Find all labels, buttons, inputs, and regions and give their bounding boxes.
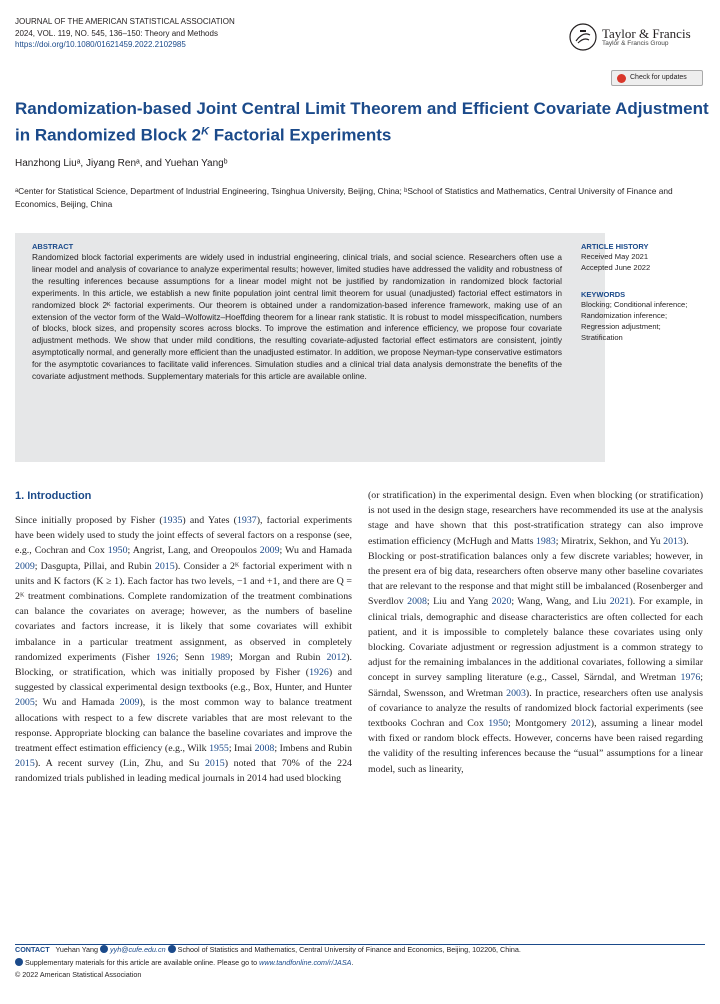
text-run: ; Angrist, Lang, and Oreopoulos	[127, 545, 260, 557]
contact-line	[15, 944, 705, 957]
text-run: ; Morgan and Rubin	[230, 651, 327, 663]
title-superscript: K	[201, 125, 210, 137]
citation-link[interactable]: 2009	[15, 560, 35, 572]
text-run: ; Wu and Hamada	[279, 545, 353, 557]
citation-link[interactable]: 2015	[15, 758, 35, 770]
title-text: Randomization-based Joint Central Limit Theorem and Efficient Covariate Adjustment in Randomized Block 2	[15, 99, 709, 145]
text-run: Blocking or post-stratification balances only a few discrete variables; however, in the present era of big data, researchers often observe many other baseline covariates that are relevant to the response and that might still be imbalanced (Rosenberger and Sverdlov	[368, 550, 703, 608]
text-run: ; Dasgupta, Pillai, and Rubin	[34, 560, 155, 572]
citation-link[interactable]: 2013	[663, 535, 683, 547]
keywords	[581, 290, 691, 343]
text-run: ; Wang, Wang, and Liu	[511, 596, 610, 608]
keywords-heading: KEYWORDS	[581, 290, 626, 299]
taylor-francis-icon	[568, 22, 598, 52]
supplementary-line	[15, 957, 705, 970]
citation-link[interactable]: 2009	[119, 697, 140, 709]
accepted-date: Accepted June 2022	[581, 263, 651, 272]
article-history	[581, 242, 691, 273]
citation-link[interactable]: 2012	[326, 651, 347, 663]
text-run: ; Montgomery	[507, 718, 572, 730]
text-run: ; Särndal, Swensson, and Wretman	[368, 672, 703, 699]
citation-link[interactable]: 1926	[309, 667, 329, 679]
history-heading: ARTICLE HISTORY	[581, 242, 649, 251]
text-run: ; Imbens and Rubin	[274, 743, 353, 755]
article-title	[15, 98, 710, 147]
supplementary-icon	[15, 958, 23, 966]
copyright: © 2022 American Statistical Association	[15, 970, 142, 979]
citation-link[interactable]: 2021	[609, 596, 630, 608]
received-date: Received May 2021	[581, 252, 649, 261]
keywords-text: Blocking; Conditional inference; Randomization inference; Regression adjustment; Stratification	[581, 300, 688, 342]
text-run: ), factorial experiments have been widely used to study the joint effects of several factors on a response (see, e.g., Cochran and Cox	[15, 515, 352, 557]
citation-link[interactable]: 2008	[254, 743, 275, 755]
journal-name: JOURNAL OF THE AMERICAN STATISTICAL ASSOCIATION	[15, 17, 235, 26]
citation-link[interactable]: 2012	[571, 718, 591, 730]
body-column-left	[15, 513, 352, 787]
citation-link[interactable]: 2015	[204, 758, 225, 770]
check-updates-button[interactable]	[611, 70, 703, 86]
text-run: ).	[682, 535, 689, 547]
text-run: ; Wu and Hamada	[34, 697, 120, 709]
text-run: ; Imai	[228, 743, 255, 755]
publisher-group: Taylor & Francis Group	[602, 40, 669, 47]
email-icon	[100, 945, 108, 953]
text-run: ; Senn	[175, 651, 211, 663]
text-run: ), assuming a linear model with fixed or random block effects. However, concerns have been raised regarding the validity of the resulting inferences because the “usual” assumptions for a linear model, such as linearity,	[368, 718, 704, 775]
text-run: Since initially proposed by Fisher (	[15, 515, 163, 526]
citation-link[interactable]: 1955	[209, 743, 229, 755]
text-run: ). In practice, researchers often use analysis of covariance to analyze the results of randomized block factorial experiments (see textbooks Cochran and Cox	[368, 687, 703, 730]
address-icon	[168, 945, 176, 953]
text-run: ) and suggested by classical experimental design textbooks (e.g., Box, Hunter, and Hunter	[15, 667, 353, 694]
text-run: ). For example, in clinical trials, demographic and disease characteristics are often collected for each patient, and it is impossible to completely balance these covariates using only blocking. Covariate adjustment or regression adjustment is a common strategy to adjust for the remaining imbalances in the additional covariates, following a similar concept in survey sampling literature (e.g., Cassel, Särndal, and Wretman	[368, 596, 703, 684]
contact-label: CONTACT	[15, 945, 50, 954]
supp-link[interactable]: www.tandfonline.com/r/JASA	[259, 957, 352, 967]
section-heading: 1. Introduction	[15, 490, 92, 502]
paragraph	[368, 549, 703, 777]
paragraph	[15, 513, 352, 787]
citation-link[interactable]: 1926	[155, 651, 176, 663]
check-updates-label: Check for updates	[630, 74, 687, 81]
supp-text: Supplementary materials for this article are available online. Please go to	[25, 957, 260, 967]
text-run: (or stratification) in the experimental design. Even when blocking (or stratification) is not used in the design stage, researchers have recommended its use at the analysis stage and have shown that this post-stratification strategy can also improve estimation efficiency (McHugh and Matts	[368, 490, 703, 547]
text-run: ) noted that 70% of the 224 randomized trials published in leading medical journals in 2014 had used blocking	[15, 758, 352, 785]
citation-link[interactable]: 2009	[259, 545, 280, 557]
citation-link[interactable]: 2020	[491, 596, 512, 608]
supp-end: .	[351, 957, 354, 967]
citation-link[interactable]: 2003	[506, 687, 526, 699]
citation-link[interactable]: 1950	[488, 718, 508, 730]
citation-link[interactable]: 1935	[162, 515, 183, 526]
text-run: ). Blocking, or stratification, which was initially proposed by Fisher (	[15, 651, 352, 679]
affiliations: ᵃCenter for Statistical Science, Department of Industrial Engineering, Tsinghua University, Beijing, China; ᵇSchool of Statistics and Mathematics, Central University of Finance and Economics, Beijing, China	[15, 186, 673, 209]
title-end: Factorial Experiments	[209, 125, 392, 145]
citation-link[interactable]: 2015	[154, 560, 175, 572]
text-run: ; Liu and Yang	[426, 596, 492, 608]
citation-link[interactable]: 2008	[407, 596, 427, 608]
contact-name: Yuehan Yang	[55, 945, 98, 954]
citation-link[interactable]: 1950	[107, 545, 128, 557]
citation-link[interactable]: 1937	[236, 515, 257, 526]
body-column-right	[368, 488, 703, 777]
journal-header	[15, 16, 235, 51]
abstract-text: Randomized block factorial experiments are widely used in industrial engineering, clinical trials, and social science. Researchers often use a linear model and analysis of covariance to analyze experimental results; however, limited studies have addressed the validity and robustness of the resulting inferences because assumptions for a linear model might not be justified by randomization in randomized block factorial experiments. In this article, we establish a new finite population joint central limit theorem for usual (unadjusted) factorial effect estimators in randomized block 2ᴷ factorial experiments. Our theorem is obtained under a randomization-based inference framework, making use of an extension of the vector form of the Wald–Wolfowitz–Hoeffding theorem for a linear rank statistic. It is robust to model misspecification, numbers of blocks, block sizes, and propensity scores across blocks. To improve the estimation and inference efficiency, we propose four covariate adjustment methods. We show that under mild conditions, the resulting covariate-adjusted factorial effect estimators are consistent, jointly asymptotically normal, and generally more efficient than the unadjusted estimator. In addition, we propose Neyman-type conservative estimators for the asymptotic covariances to facilitate valid inferences. Simulation studies and a clinical trial data analysis demonstrate the benefits of the covariate adjustment methods. Supplementary materials for this article are available online.	[32, 252, 562, 382]
publisher-name: Taylor & Francis	[602, 26, 691, 41]
footer	[15, 944, 705, 982]
abstract-heading: ABSTRACT	[32, 242, 74, 251]
contact-address: School of Statistics and Mathematics, Central University of Finance and Economics, Beijing, 102206, China.	[177, 945, 521, 954]
text-run: ). A recent survey (Lin, Zhu, and Su	[34, 758, 205, 770]
paragraph	[368, 488, 703, 549]
text-run: ; Miratrix, Sekhon, and Yu	[555, 535, 664, 547]
citation-link[interactable]: 1983	[535, 535, 556, 547]
text-run: ) and Yates (	[182, 515, 237, 526]
publisher-logo	[568, 22, 691, 52]
text-run: ). Consider a 2ᴷ factorial experiment with n units and K factors (K ≥ 1). Each factor has two levels, −1 and +1, and there are Q = 2ᴷ treatment combinations. Complete randomization of the treatment combinations can balance the covariates on average; however, as the numbers of baseline covariates and factors increase, it is likely that some covariates will exhibit imbalance in a particular treatment assignment, as observed in completely randomized experiments (Fisher	[15, 560, 352, 663]
doi-link[interactable]: https://doi.org/10.1080/01621459.2022.2102985	[15, 40, 186, 49]
citation-link[interactable]: 1976	[680, 672, 701, 684]
crossmark-icon	[617, 74, 626, 83]
authors: Hanzhong Liuᵃ, Jiyang Renᵃ, and Yuehan Yangᵇ	[15, 158, 228, 169]
citation-link[interactable]: 1989	[210, 651, 231, 663]
citation-link[interactable]: 2005	[15, 697, 35, 709]
contact-email[interactable]: yyh@cufe.edu.cn	[110, 945, 166, 954]
journal-volume: 2024, VOL. 119, NO. 545, 136–150: Theory and Methods	[15, 28, 218, 38]
text-run: ), is the most common way to balance treatment allocations with respect to a few discrete variables that are most relevant to the response. Appropriate blocking can balance the baseline covariates and improve the treatment effect estimation efficiency (e.g., Wilk	[15, 697, 352, 755]
